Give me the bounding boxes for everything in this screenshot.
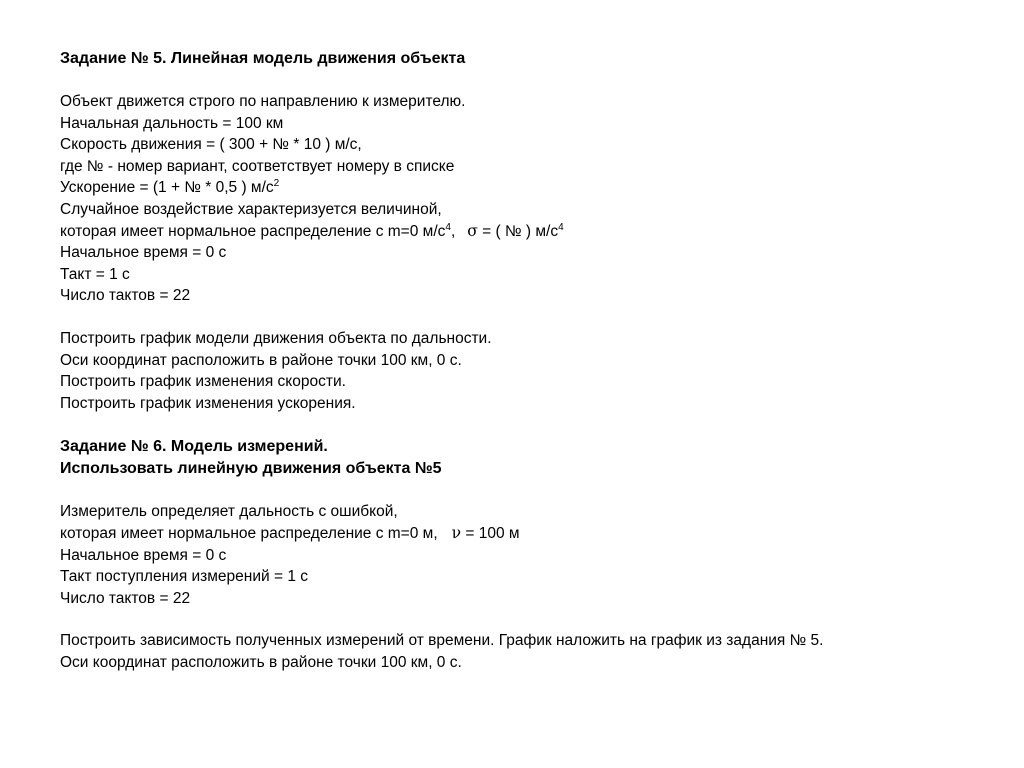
task5-line: Объект движется строго по направлению к измерителю. xyxy=(60,93,466,110)
task5-acceleration xyxy=(60,177,1000,199)
task5-instruction: Построить график изменения скорости. xyxy=(60,373,346,391)
distribution-exponent: 4 xyxy=(445,221,451,233)
task5-instruction: Построить график изменения ускорения. xyxy=(60,394,356,412)
task5-param: Такт = 1 с xyxy=(60,265,130,283)
nu-symbol: ν xyxy=(451,523,462,542)
task6-param: Число тактов = 22 xyxy=(60,589,191,607)
task5-param: Начальное время = 0 с xyxy=(60,244,227,262)
acceleration-text: Ускорение = (1 + № * 0,5 ) м/с xyxy=(60,179,274,197)
task6-param: Такт поступления измерений = 1 с xyxy=(60,568,309,586)
task6-instruction: Оси координат расположить в районе точки 100 км, 0 с. xyxy=(60,653,462,671)
task5-instruction: Оси координат расположить в районе точки 100 км, 0 с. xyxy=(60,351,462,369)
task6-instruction: Построить зависимость полученных измерений от времени. График наложить на график из задания № 5. xyxy=(60,632,824,650)
distribution-text: которая имеет нормальное распределение с m=0 м, xyxy=(60,524,438,542)
task6-distribution xyxy=(60,523,1000,545)
nu-text: = 100 м xyxy=(461,524,520,542)
acceleration-exponent: 2 xyxy=(273,178,280,190)
task5-instruction: Построить график модели движения объекта по дальности. xyxy=(60,329,492,347)
task5-title: Задание № 5. Линейная модель движения объекта xyxy=(60,50,466,67)
task6-title: Задание № 6. Модель измерений. xyxy=(60,438,328,456)
task5-line: где № - номер вариант, соответствует номеру в списке xyxy=(60,157,455,175)
task6-meter-line: Измеритель определяет дальность с ошибкой, xyxy=(60,503,398,521)
task5-line: Начальная дальность = 100 км xyxy=(60,114,284,132)
document-page xyxy=(60,48,1000,673)
task5-distribution: которая имеет нормальное распределение с m=0 $м/с^4$, σ = ( № ) $м/с^4$ xyxy=(60,221,564,240)
sigma-symbol: σ xyxy=(467,221,478,240)
sigma-exponent: 4 xyxy=(558,221,564,233)
sigma-text: = ( № ) м/с xyxy=(477,222,559,240)
distribution-text: которая имеет нормальное распределение с m=0 м/с xyxy=(60,222,446,240)
task5-random-line: Случайное воздействие характеризуется величиной, xyxy=(60,200,442,218)
task5-param: Число тактов = 22 xyxy=(60,287,191,305)
task5-line: Скорость движения = ( 300 + № * 10 ) м/с, xyxy=(60,136,362,154)
task6-param: Начальное время = 0 с xyxy=(60,546,227,564)
task6-subtitle: Использовать линейную движения объекта №5 xyxy=(60,460,442,478)
